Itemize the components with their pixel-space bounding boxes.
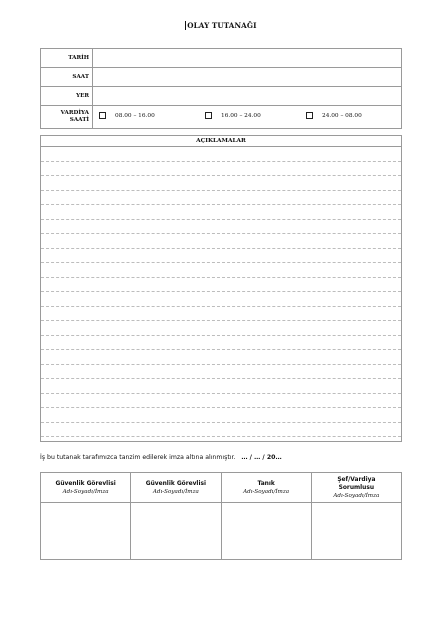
shift-option-2[interactable] xyxy=(205,112,261,119)
writing-line[interactable] xyxy=(41,336,401,351)
writing-line[interactable] xyxy=(41,292,401,307)
time-label: SAAT xyxy=(41,68,93,87)
signature-field-3[interactable] xyxy=(221,503,311,560)
writing-line[interactable] xyxy=(41,423,401,438)
signature-title: Güvenlik Görevlisi xyxy=(55,480,116,487)
writing-line[interactable] xyxy=(41,147,401,162)
signature-header-3 xyxy=(221,473,311,503)
shift-option-3-label: 24.00 – 08.00 xyxy=(322,112,362,119)
date-label: TARİH xyxy=(41,49,93,68)
signature-field-2[interactable] xyxy=(131,503,221,560)
signature-body-row xyxy=(41,503,402,560)
shift-label-line1: VARDİYA xyxy=(60,110,89,116)
writing-line[interactable] xyxy=(41,365,401,380)
writing-line[interactable] xyxy=(41,321,401,336)
checkbox-icon[interactable] xyxy=(99,112,106,119)
checkbox-icon[interactable] xyxy=(205,112,212,119)
signature-subtitle: Adı-Soyadı/İmza xyxy=(243,488,290,495)
signature-header-2 xyxy=(131,473,221,503)
date-row xyxy=(41,49,402,68)
writing-line[interactable] xyxy=(41,234,401,249)
incident-info-table xyxy=(40,48,402,129)
shift-option-2-label: 16.00 – 24.00 xyxy=(221,112,261,119)
writing-line[interactable] xyxy=(41,220,401,235)
signature-field-1[interactable] xyxy=(41,503,131,560)
place-field[interactable] xyxy=(93,87,402,106)
writing-line[interactable] xyxy=(41,408,401,423)
writing-line[interactable] xyxy=(41,176,401,191)
checkbox-icon[interactable] xyxy=(306,112,313,119)
signature-title: Güvenlik Görevlisi xyxy=(145,480,206,487)
explanations-box xyxy=(40,135,402,442)
signature-header-4 xyxy=(311,473,401,503)
writing-line[interactable] xyxy=(41,394,401,409)
shift-options-cell xyxy=(93,106,402,129)
time-row xyxy=(41,68,402,87)
place-label: YER xyxy=(41,87,93,106)
writing-line[interactable] xyxy=(41,350,401,365)
shift-label xyxy=(41,106,93,129)
writing-line[interactable] xyxy=(41,278,401,293)
signature-title: Tanık xyxy=(257,480,275,487)
signature-table xyxy=(40,472,402,560)
signature-subtitle: Adı-Soyadı/İmza xyxy=(333,492,380,499)
signature-header-1 xyxy=(41,473,131,503)
declaration-date: … / … / 20… xyxy=(241,454,282,461)
writing-line[interactable] xyxy=(41,162,401,177)
signature-subtitle: Adı-Soyadı/İmza xyxy=(62,488,109,495)
date-field[interactable] xyxy=(93,49,402,68)
declaration-sentence: İş bu tutanak tarafımızca tanzim edilerek imza altına alınmıştır. xyxy=(40,454,236,461)
shift-label-line2: SAATİ xyxy=(69,117,89,123)
shift-option-3[interactable] xyxy=(306,112,362,119)
signature-subtitle: Adı-Soyadı/İmza xyxy=(152,488,199,495)
shift-row xyxy=(41,106,402,129)
writing-line[interactable] xyxy=(41,379,401,394)
explanations-header: AÇIKLAMALAR xyxy=(41,136,401,147)
shift-option-1-label: 08.00 – 16.00 xyxy=(115,112,155,119)
explanations-lines[interactable] xyxy=(41,147,401,441)
signature-title: Şef/Vardiya Sorumlusu xyxy=(337,476,376,491)
writing-line[interactable] xyxy=(41,205,401,220)
shift-option-1[interactable] xyxy=(99,112,155,119)
writing-line[interactable] xyxy=(41,191,401,206)
writing-line[interactable] xyxy=(41,307,401,322)
time-field[interactable] xyxy=(93,68,402,87)
place-row xyxy=(41,87,402,106)
declaration-text xyxy=(40,454,282,461)
signature-header-row xyxy=(41,473,402,503)
writing-line[interactable] xyxy=(41,263,401,278)
title-text: OLAY TUTANAĞI xyxy=(187,21,257,30)
signature-field-4[interactable] xyxy=(311,503,401,560)
document-title xyxy=(0,21,442,30)
writing-line[interactable] xyxy=(41,249,401,264)
